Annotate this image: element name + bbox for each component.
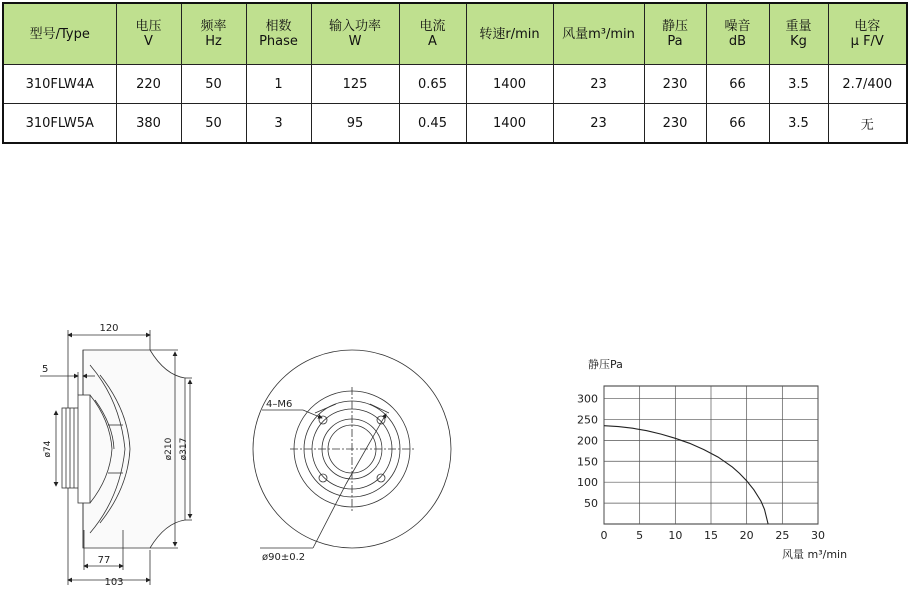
table-cell: 1400 [466,65,553,104]
column-header-unit: A [428,34,437,49]
dim-103: 103 [104,577,124,588]
table-cell: 220 [116,65,181,104]
dim-74: ø74 [43,440,53,458]
label-4-m6: 4–M6 [266,399,293,410]
x-tick-label: 10 [668,529,683,542]
table-cell: 0.65 [399,65,466,104]
dim-5: 5 [42,364,49,375]
column-header-line1: 风量m³/min [562,26,635,42]
table-cell: 3 [246,104,311,144]
front-view-drawing [253,350,451,548]
x-tick-label: 30 [811,529,825,542]
column-header-unit: Hz [205,34,222,49]
y-tick-label: 100 [577,476,598,490]
x-tick-label: 0 [600,529,608,542]
table-cell: 310FLW5A [3,104,116,144]
y-tick-label: 200 [577,434,598,448]
column-header-line1: 转速r/min [479,26,540,42]
table-cell: 50 [181,104,246,144]
x-tick-label: 25 [775,529,790,542]
table-cell: 380 [116,104,181,144]
y-tick-label: 250 [577,413,598,427]
dim-120: 120 [99,323,119,334]
column-header-unit: μ F/V [850,34,884,49]
table-cell: 50 [181,65,246,104]
dim-210: ø210 [164,437,174,461]
label-pcd: ø90±0.2 [262,552,306,563]
table-cell: 0.45 [399,104,466,144]
dim-317: ø317 [179,437,189,461]
table-cell: 无 [828,104,907,144]
table-cell: 66 [706,104,769,144]
performance-chart [577,357,847,561]
column-header-line1: 频率 [200,19,227,34]
table-cell: 2.7/400 [828,65,907,104]
column-header-line1: 静压 [661,19,688,34]
chart-ylabel: 静压Pa [588,358,623,371]
column-header-unit: Pa [667,34,683,49]
table-cell: 23 [553,65,644,104]
table-cell: 230 [644,65,706,104]
dim-77: 77 [97,555,111,566]
column-header-unit: Kg [790,34,807,49]
y-tick-label: 50 [584,497,598,511]
column-header-unit: W [348,34,362,49]
x-tick-label: 15 [704,529,718,542]
table-cell: 125 [311,65,399,104]
column-header-unit: dB [728,34,747,49]
column-header-line1: 电压 [135,19,162,34]
table-cell: 310FLW4A [3,65,116,104]
column-header-unit: Phase [259,34,298,49]
column-header-line1: 电容 [854,19,881,34]
table-cell: 23 [553,104,644,144]
column-header-line1: 输入功率 [328,19,381,34]
table-cell: 3.5 [769,65,828,104]
table-cell: 66 [706,65,769,104]
table-cell: 95 [311,104,399,144]
column-header-line1: 相数 [265,19,292,34]
chart-xlabel: 风量 m³/min [782,548,848,561]
column-header-line1: 型号/Type [29,26,90,42]
column-header-unit: V [144,34,153,49]
table-cell: 1400 [466,104,553,144]
table-cell: 230 [644,104,706,144]
y-tick-label: 300 [577,392,598,406]
column-header-line1: 噪音 [724,19,751,34]
column-header-line1: 重量 [785,19,812,34]
y-tick-label: 150 [577,455,598,469]
x-tick-label: 5 [636,529,644,542]
column-header-line1: 电流 [419,19,446,34]
x-tick-label: 20 [739,529,754,542]
table-cell: 1 [246,65,311,104]
table-cell: 3.5 [769,104,828,144]
